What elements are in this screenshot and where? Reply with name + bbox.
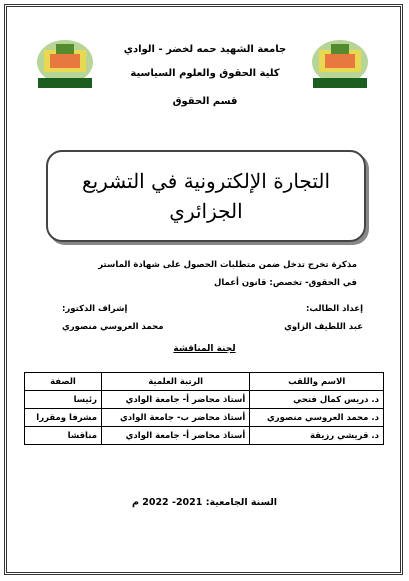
memo-specialization: في الحقوق- تخصص: قانون أعمال [213, 278, 357, 288]
member-rank: أستاذ محاضر أ- جامعة الوادي [101, 427, 249, 445]
table-row [25, 391, 384, 409]
header-rank: الرتبة العلمية [101, 373, 249, 391]
academic-year: السنة الجامعية: 2021- 2022 م [131, 497, 278, 508]
memo-description: مذكرة تخرج تدخل ضمن متطلبات الحصول على شهادة الماستر [98, 260, 357, 270]
member-role: مناقشا [25, 427, 102, 445]
committee-title: لجنة المناقشة [173, 344, 236, 354]
university-logo-right [309, 36, 371, 94]
member-role: مشرفا ومقررا [25, 409, 102, 427]
student-name: عبد اللطيف الزاوي [284, 322, 363, 332]
university-name: جامعة الشهيد حمه لخضر - الوادي [123, 44, 287, 55]
header-name: الاسم واللقب [250, 373, 384, 391]
member-rank: أستاذ محاضر أ- جامعة الوادي [101, 391, 249, 409]
member-role: رئيسا [25, 391, 102, 409]
faculty-name: كلية الحقوق والعلوم السياسية [130, 68, 280, 79]
thesis-title-line-2: الجزائري [169, 199, 243, 223]
committee-table [24, 372, 384, 445]
member-rank: أستاذ محاضر ب- جامعة الوادي [101, 409, 249, 427]
table-row [25, 427, 384, 445]
thesis-title-box [46, 150, 366, 242]
table-header-row [25, 373, 384, 391]
table-row [25, 409, 384, 427]
supervisor-label: إشراف الدكتور: [62, 304, 128, 314]
department-name: قسم الحقوق [172, 96, 238, 107]
header-role: الصفة [25, 373, 102, 391]
university-logo-left [34, 36, 96, 94]
member-name: د. محمد العروسي منصوري [250, 409, 384, 427]
member-name: د. دريس كمال فتحي [250, 391, 384, 409]
member-name: د. قريشي رزيقة [250, 427, 384, 445]
thesis-title-line-1: التجارة الإلكترونية في التشريع [81, 169, 331, 193]
supervisor-name: محمد العروسي منصوري [62, 322, 164, 332]
student-label: إعداد الطالب: [305, 304, 363, 314]
